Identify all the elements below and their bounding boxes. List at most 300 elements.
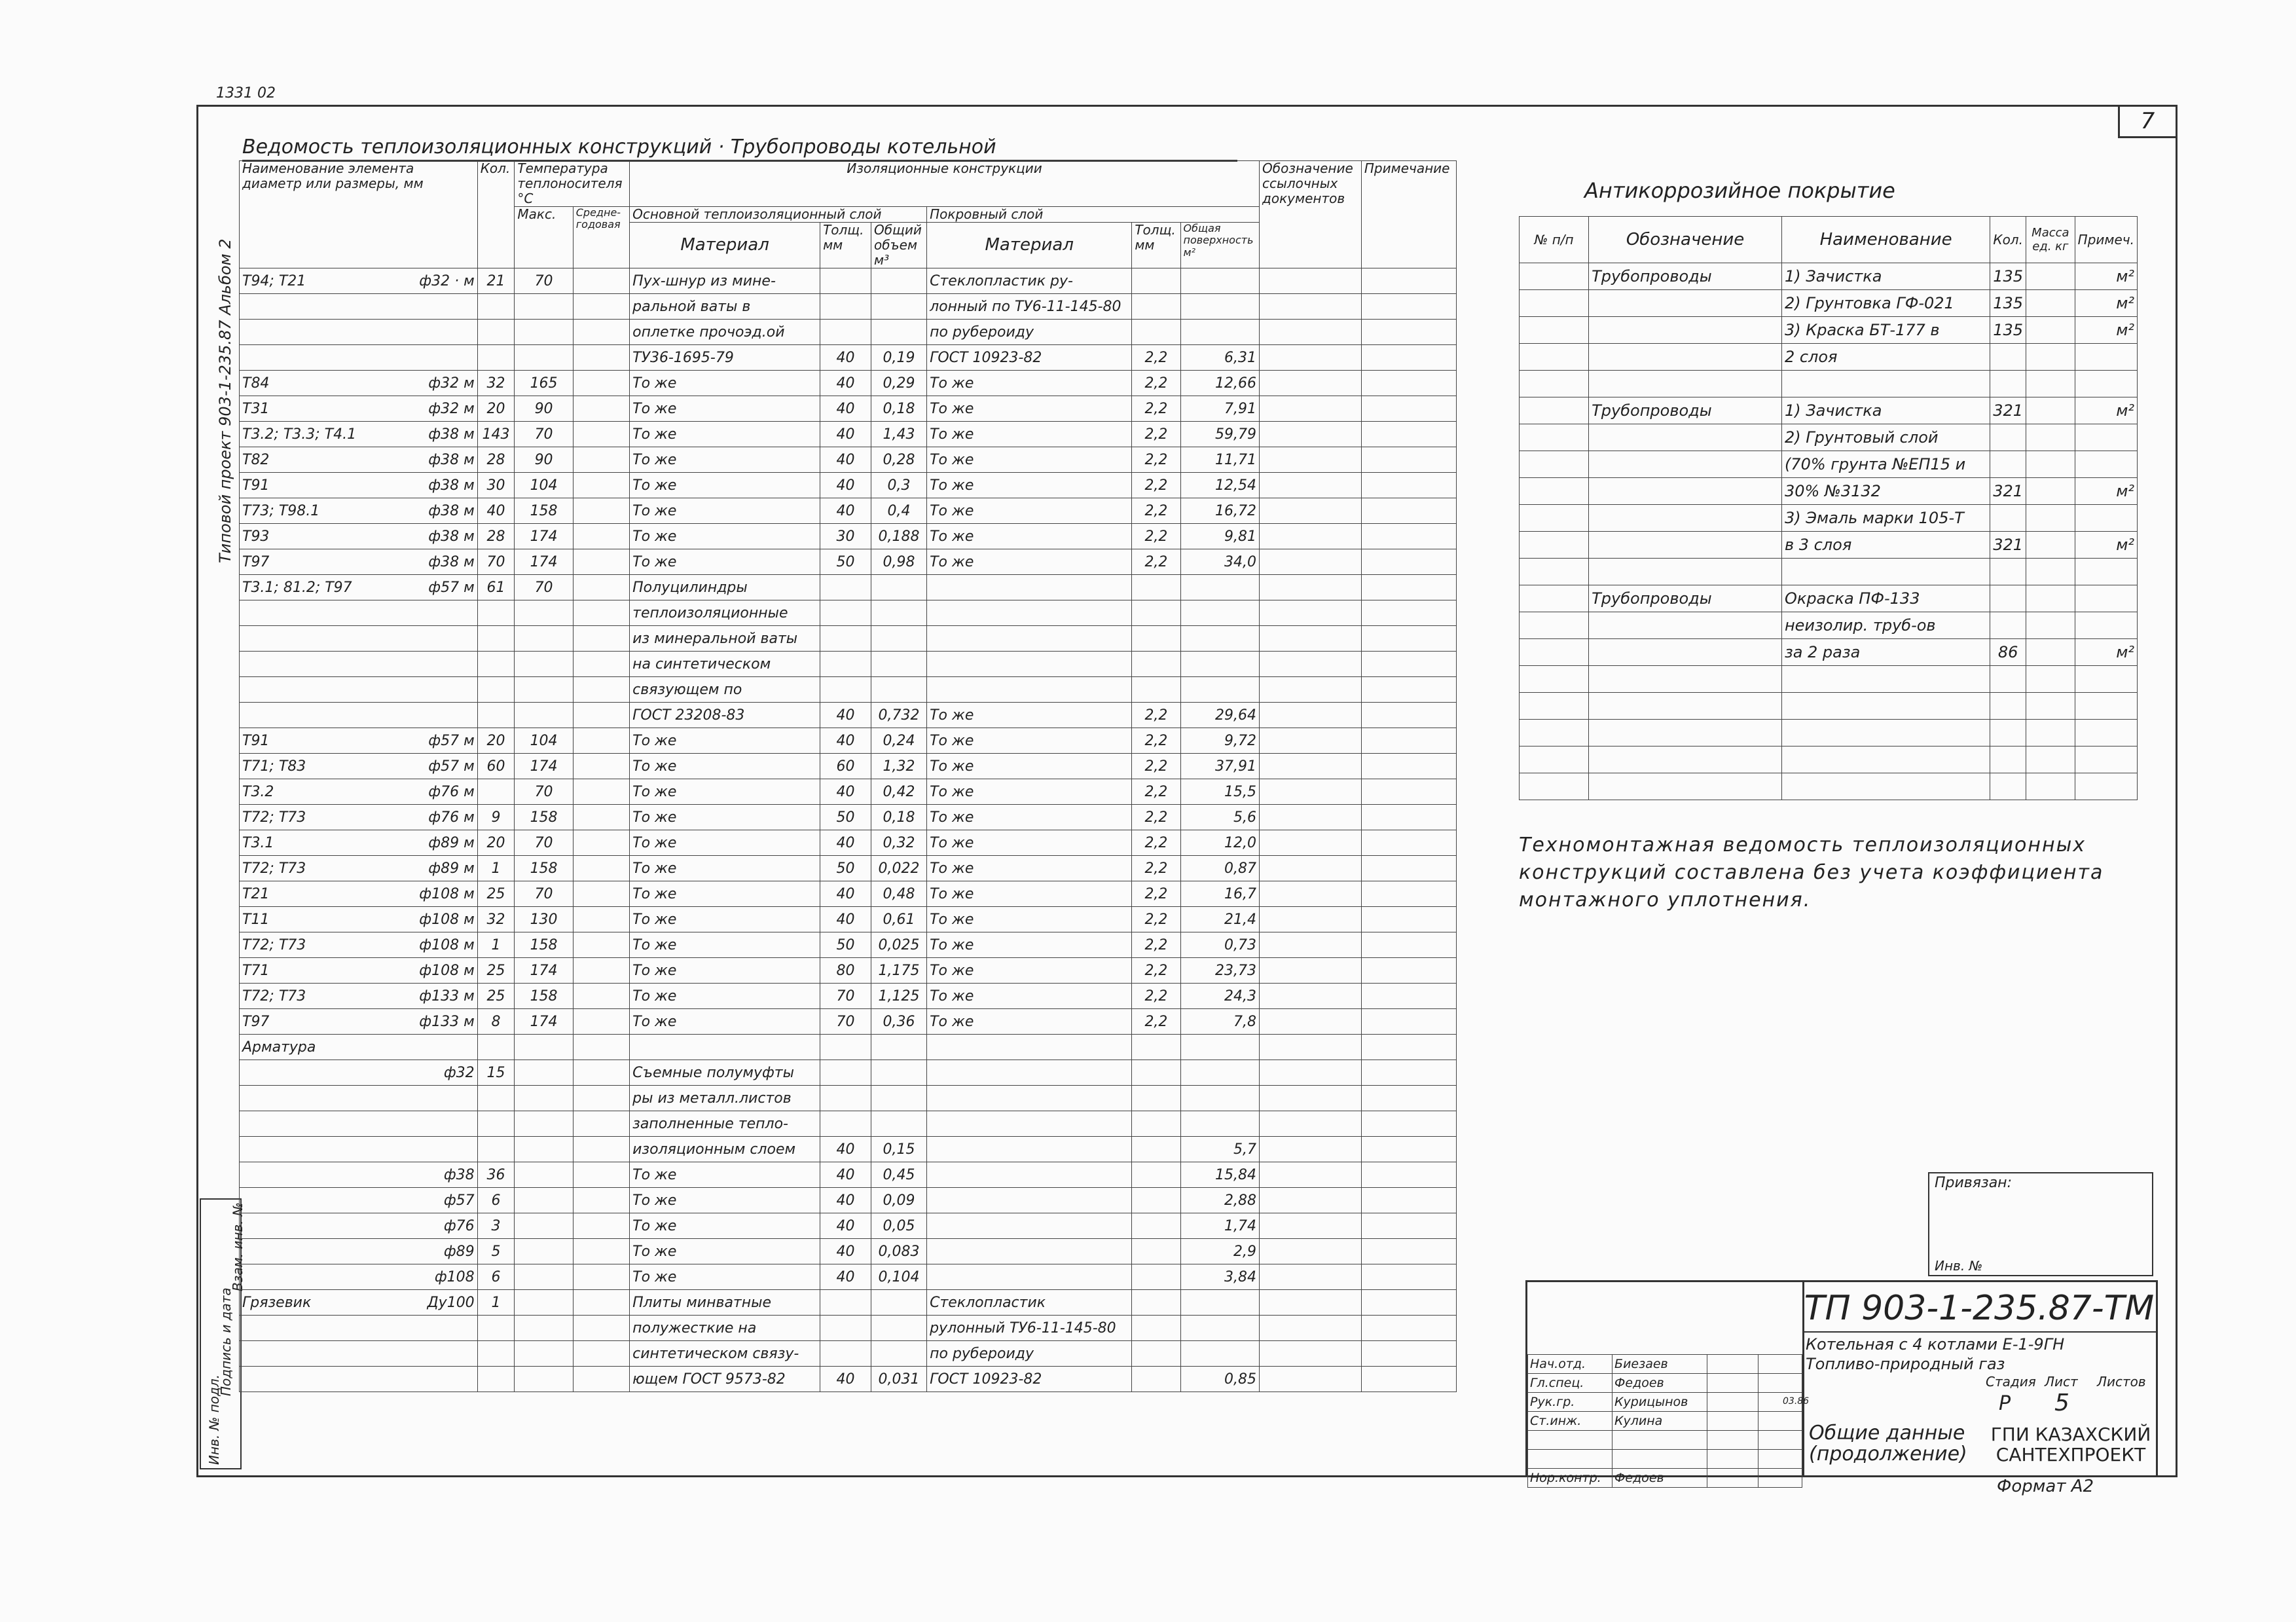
cell-surf: 9,81 xyxy=(1180,524,1259,549)
row-name xyxy=(240,805,478,830)
cell-ref xyxy=(1260,728,1362,754)
signer-role: Рук.гр. xyxy=(1528,1393,1613,1412)
cell-thk2: 2,2 xyxy=(1132,754,1180,779)
cell-tavg xyxy=(573,626,629,652)
cell-mat2: То же xyxy=(927,984,1132,1009)
cell-thk xyxy=(820,1060,871,1086)
cell-thk2: 2,2 xyxy=(1132,703,1180,728)
anti-cell-qty xyxy=(1990,693,2026,720)
cell-mat: То же xyxy=(630,473,820,498)
cell-qty: 60 xyxy=(477,754,515,779)
table-row xyxy=(240,447,1457,473)
cell-mat: Съемные полумуфты xyxy=(630,1060,820,1086)
row-name xyxy=(240,1086,478,1111)
table-row xyxy=(240,984,1457,1009)
table-row xyxy=(240,1341,1457,1367)
row-name xyxy=(240,677,478,703)
row-dim-text: ф32 · м xyxy=(419,272,475,289)
cell-vol: 0,61 xyxy=(871,907,926,932)
cell-thk: 40 xyxy=(820,371,871,396)
row-name-text: Т72; Т73 xyxy=(242,809,306,826)
cell-mat: теплоизоляционные xyxy=(630,600,820,626)
row-name-text: Т11 xyxy=(242,911,270,928)
row-name xyxy=(240,1111,478,1137)
cell-note xyxy=(1361,984,1456,1009)
row-dim-text: ф32 м xyxy=(428,400,475,417)
signer-row xyxy=(1528,1374,1802,1393)
cell-ref xyxy=(1260,779,1362,805)
anti-cell-des xyxy=(1589,666,1782,693)
cell-note xyxy=(1361,1009,1456,1035)
row-name xyxy=(240,1060,478,1086)
cell-tmax xyxy=(515,652,573,677)
cell-tmax: 70 xyxy=(515,575,573,600)
cell-mat2: То же xyxy=(927,932,1132,958)
cell-ref xyxy=(1260,1060,1362,1086)
cell-surf: 29,64 xyxy=(1180,703,1259,728)
sheets-label: Листов xyxy=(2097,1374,2146,1390)
cell-thk2: 2,2 xyxy=(1132,524,1180,549)
cell-qty: 28 xyxy=(477,524,515,549)
cell-qty: 15 xyxy=(477,1060,515,1086)
cell-note xyxy=(1361,1239,1456,1264)
cell-thk2: 2,2 xyxy=(1132,345,1180,371)
cell-qty xyxy=(477,779,515,805)
cell-tmax: 174 xyxy=(515,1009,573,1035)
anti-cell-des xyxy=(1589,559,1782,585)
cell-surf: 3,84 xyxy=(1180,1264,1259,1290)
row-dim-text: ф38 м xyxy=(428,426,475,443)
table-row xyxy=(240,268,1457,294)
anti-cell-note: м² xyxy=(2075,263,2137,290)
cell-thk xyxy=(820,626,871,652)
cell-ref xyxy=(1260,1111,1362,1137)
cell-thk: 40 xyxy=(820,830,871,856)
cell-tavg xyxy=(573,1341,629,1367)
cell-tavg xyxy=(573,549,629,575)
row-dim-text: ф89 xyxy=(443,1243,475,1260)
cell-mat2: То же xyxy=(927,396,1132,422)
anti-cell-mass xyxy=(2026,585,2075,612)
row-dim-text: ф108 м xyxy=(419,885,475,902)
row-dim-text: ф57 м xyxy=(428,579,475,596)
cell-mat: ТУ36-1695-79 xyxy=(630,345,820,371)
cell-ref xyxy=(1260,1341,1362,1367)
cell-surf: 2,9 xyxy=(1180,1239,1259,1264)
anti-cell-des xyxy=(1589,532,1782,559)
anti-cell-des xyxy=(1589,290,1782,317)
table-row xyxy=(240,626,1457,652)
cell-tavg xyxy=(573,1137,629,1162)
anti-row xyxy=(1520,773,2138,800)
stage-label: Стадия xyxy=(1986,1374,2036,1390)
cell-surf: 5,6 xyxy=(1180,805,1259,830)
cell-qty: 25 xyxy=(477,958,515,984)
col-main-layer: Основной теплоизоляционный слой xyxy=(630,207,927,223)
anti-row xyxy=(1520,693,2138,720)
anti-cell-name: Окраска ПФ-133 xyxy=(1781,585,1990,612)
cell-thk2: 2,2 xyxy=(1132,932,1180,958)
row-dim-text: ф38 м xyxy=(428,528,475,545)
anti-cell-des xyxy=(1589,693,1782,720)
anti-cell-no xyxy=(1520,505,1589,532)
row-name-text: Т91 xyxy=(242,477,270,494)
col-temp-header: Температура теплоносителя °С xyxy=(515,161,630,207)
cell-ref xyxy=(1260,805,1362,830)
cell-thk xyxy=(820,1086,871,1111)
cell-tavg xyxy=(573,396,629,422)
row-name xyxy=(240,600,478,626)
cell-qty xyxy=(477,1316,515,1341)
signature-block xyxy=(1527,1282,1804,1485)
row-name xyxy=(240,447,478,473)
cell-note xyxy=(1361,575,1456,600)
cell-surf xyxy=(1180,1316,1259,1341)
anti-cell-qty xyxy=(1990,666,2026,693)
cell-thk2 xyxy=(1132,1035,1180,1060)
cell-mat2: по рубероиду xyxy=(927,320,1132,345)
cell-surf xyxy=(1180,1035,1259,1060)
anti-cell-no xyxy=(1520,451,1589,478)
cell-thk2 xyxy=(1132,268,1180,294)
cell-mat2: лонный по ТУ6-11-145-80 xyxy=(927,294,1132,320)
cell-tavg xyxy=(573,1367,629,1392)
cell-mat: То же xyxy=(630,1213,820,1239)
cell-surf xyxy=(1180,1111,1259,1137)
col-temp-max: Макс. xyxy=(515,207,573,268)
cell-vol xyxy=(871,1316,926,1341)
format-label: Формат А2 xyxy=(1997,1477,2094,1496)
cell-mat: То же xyxy=(630,958,820,984)
cell-tmax xyxy=(515,1239,573,1264)
cell-ref xyxy=(1260,754,1362,779)
table-row xyxy=(240,473,1457,498)
cell-mat: ры из металл.листов xyxy=(630,1086,820,1111)
cell-vol xyxy=(871,652,926,677)
table-row xyxy=(240,1367,1457,1392)
anti-cell-name xyxy=(1781,559,1990,585)
cell-thk: 40 xyxy=(820,728,871,754)
cell-note xyxy=(1361,805,1456,830)
cell-surf xyxy=(1180,1086,1259,1111)
row-name xyxy=(240,1137,478,1162)
cell-qty xyxy=(477,652,515,677)
anti-cell-qty xyxy=(1990,585,2026,612)
table-row xyxy=(240,320,1457,345)
row-name xyxy=(240,1009,478,1035)
cell-tavg xyxy=(573,1316,629,1341)
cell-surf: 15,84 xyxy=(1180,1162,1259,1188)
cell-mat: То же xyxy=(630,524,820,549)
table-row xyxy=(240,345,1457,371)
anti-cell-qty xyxy=(1990,773,2026,800)
cell-vol xyxy=(871,575,926,600)
anti-cell-qty xyxy=(1990,371,2026,397)
cell-ref xyxy=(1260,345,1362,371)
cell-vol: 0,18 xyxy=(871,396,926,422)
cell-vol: 0,42 xyxy=(871,779,926,805)
cell-ref xyxy=(1260,1137,1362,1162)
anti-col-no: № п/п xyxy=(1520,217,1589,263)
table-row xyxy=(240,932,1457,958)
cell-tavg xyxy=(573,320,629,345)
row-name-text: Т91 xyxy=(242,732,270,749)
cell-thk: 40 xyxy=(820,1188,871,1213)
row-name xyxy=(240,345,478,371)
anti-row xyxy=(1520,317,2138,344)
anti-cell-mass xyxy=(2026,693,2075,720)
cell-tavg xyxy=(573,932,629,958)
cell-thk2: 2,2 xyxy=(1132,958,1180,984)
anti-cell-name: 1) Зачистка xyxy=(1781,397,1990,424)
cell-tmax: 104 xyxy=(515,728,573,754)
anti-cell-no xyxy=(1520,397,1589,424)
cell-thk: 40 xyxy=(820,473,871,498)
cell-thk2: 2,2 xyxy=(1132,396,1180,422)
cell-note xyxy=(1361,703,1456,728)
signer-sign xyxy=(1707,1393,1758,1412)
row-name xyxy=(240,856,478,881)
cell-surf: 16,7 xyxy=(1180,881,1259,907)
cell-tmax: 174 xyxy=(515,754,573,779)
cell-vol: 0,48 xyxy=(871,881,926,907)
row-name xyxy=(240,728,478,754)
sheet-label: Лист xyxy=(2045,1374,2078,1390)
anti-cell-note xyxy=(2075,371,2137,397)
table-row xyxy=(240,1060,1457,1086)
cell-tavg xyxy=(573,1213,629,1239)
insulation-table xyxy=(239,160,1457,1392)
row-name xyxy=(240,932,478,958)
cell-qty: 6 xyxy=(477,1188,515,1213)
cell-tavg xyxy=(573,1060,629,1086)
cell-tmax: 158 xyxy=(515,984,573,1009)
cell-mat2: То же xyxy=(927,498,1132,524)
cell-tavg xyxy=(573,268,629,294)
cell-thk2: 2,2 xyxy=(1132,473,1180,498)
cell-tmax: 174 xyxy=(515,524,573,549)
col-temp-avg: Средне-годовая xyxy=(573,207,629,268)
anti-cell-no xyxy=(1520,639,1589,666)
table-row xyxy=(240,1213,1457,1239)
cell-tavg xyxy=(573,830,629,856)
table-row xyxy=(240,422,1457,447)
cell-thk xyxy=(820,575,871,600)
table-row xyxy=(240,524,1457,549)
table-row xyxy=(240,294,1457,320)
row-name xyxy=(240,984,478,1009)
cell-thk: 50 xyxy=(820,856,871,881)
cell-qty xyxy=(477,626,515,652)
row-name-text: Т72; Т73 xyxy=(242,936,306,953)
cell-vol: 0,45 xyxy=(871,1162,926,1188)
cell-thk2: 2,2 xyxy=(1132,498,1180,524)
cell-vol: 0,031 xyxy=(871,1367,926,1392)
project-desc-line2: Топливо-природный газ xyxy=(1806,1355,2005,1373)
cell-thk xyxy=(820,677,871,703)
cell-thk: 50 xyxy=(820,549,871,575)
cell-surf: 1,74 xyxy=(1180,1213,1259,1239)
cell-tmax xyxy=(515,1086,573,1111)
signer-name xyxy=(1613,1450,1707,1469)
row-dim-text: ф133 м xyxy=(419,987,475,1005)
cell-mat2: То же xyxy=(927,703,1132,728)
cell-mat: То же xyxy=(630,907,820,932)
signer-date xyxy=(1758,1374,1802,1393)
signer-role: Ст.инж. xyxy=(1528,1412,1613,1431)
anti-cell-des xyxy=(1589,371,1782,397)
cell-mat: То же xyxy=(630,422,820,447)
anti-cell-des xyxy=(1589,773,1782,800)
cell-mat2: Стеклопластик ру- xyxy=(927,268,1132,294)
cell-qty: 5 xyxy=(477,1239,515,1264)
cell-surf xyxy=(1180,626,1259,652)
cell-mat: То же xyxy=(630,881,820,907)
cell-tmax: 104 xyxy=(515,473,573,498)
cell-tmax xyxy=(515,1341,573,1367)
cell-vol xyxy=(871,1111,926,1137)
cell-thk: 40 xyxy=(820,1239,871,1264)
anti-cell-note xyxy=(2075,773,2137,800)
cell-tavg xyxy=(573,677,629,703)
cell-surf: 11,71 xyxy=(1180,447,1259,473)
row-name xyxy=(240,1035,478,1060)
anti-cell-des xyxy=(1589,344,1782,371)
cell-ref xyxy=(1260,268,1362,294)
cell-tavg xyxy=(573,1188,629,1213)
cell-note xyxy=(1361,1316,1456,1341)
anti-cell-qty xyxy=(1990,505,2026,532)
cell-mat: ральной ваты в xyxy=(630,294,820,320)
row-name xyxy=(240,473,478,498)
cell-surf: 9,72 xyxy=(1180,728,1259,754)
cell-tavg xyxy=(573,1035,629,1060)
cell-thk: 40 xyxy=(820,703,871,728)
cell-surf xyxy=(1180,652,1259,677)
row-name xyxy=(240,396,478,422)
cell-qty xyxy=(477,294,515,320)
cell-qty xyxy=(477,1137,515,1162)
cell-qty: 20 xyxy=(477,830,515,856)
row-dim-text: Ду100 xyxy=(427,1294,475,1311)
cell-surf: 0,85 xyxy=(1180,1367,1259,1392)
cell-mat2: То же xyxy=(927,422,1132,447)
row-name-text: Т82 xyxy=(242,451,270,468)
row-name xyxy=(240,754,478,779)
cell-mat2 xyxy=(927,1035,1132,1060)
cell-thk2 xyxy=(1132,677,1180,703)
anti-cell-des: Трубопроводы xyxy=(1589,263,1782,290)
cell-thk: 50 xyxy=(820,805,871,830)
cell-tmax xyxy=(515,1213,573,1239)
col-material: Материал xyxy=(630,223,820,268)
row-name xyxy=(240,1213,478,1239)
cell-vol xyxy=(871,677,926,703)
anti-cell-qty: 135 xyxy=(1990,317,2026,344)
cell-ref xyxy=(1260,652,1362,677)
cell-mat: полужесткие на xyxy=(630,1316,820,1341)
cell-surf: 7,8 xyxy=(1180,1009,1259,1035)
anti-row xyxy=(1520,532,2138,559)
cell-note xyxy=(1361,728,1456,754)
row-name-text: Т3.1; 81.2; Т97 xyxy=(242,579,352,596)
cell-mat2 xyxy=(927,626,1132,652)
anti-cell-no xyxy=(1520,532,1589,559)
cell-mat2: ГОСТ 10923-82 xyxy=(927,1367,1132,1392)
anti-cell-no xyxy=(1520,478,1589,505)
cell-note xyxy=(1361,320,1456,345)
row-name xyxy=(240,498,478,524)
anti-cell-name: 3) Краска БТ-177 в xyxy=(1781,317,1990,344)
anti-cell-mass xyxy=(2026,263,2075,290)
cell-thk xyxy=(820,294,871,320)
row-name-text: Т84 xyxy=(242,375,270,392)
row-dim-text: ф108 м xyxy=(419,911,475,928)
table-row xyxy=(240,703,1457,728)
row-name-text: Грязевик xyxy=(242,1294,312,1311)
cell-qty xyxy=(477,1341,515,1367)
cell-tavg xyxy=(573,728,629,754)
cell-tmax: 90 xyxy=(515,396,573,422)
cell-mat2: То же xyxy=(927,524,1132,549)
anti-row xyxy=(1520,505,2138,532)
cell-qty xyxy=(477,677,515,703)
row-name xyxy=(240,294,478,320)
cell-tmax xyxy=(515,600,573,626)
cell-ref xyxy=(1260,1290,1362,1316)
cell-ref xyxy=(1260,1213,1362,1239)
cell-mat2: То же xyxy=(927,805,1132,830)
cell-ref xyxy=(1260,498,1362,524)
signer-row xyxy=(1528,1431,1802,1450)
anti-row xyxy=(1520,397,2138,424)
cell-ref xyxy=(1260,932,1362,958)
cell-tavg xyxy=(573,856,629,881)
cell-ref xyxy=(1260,524,1362,549)
table-row xyxy=(240,1290,1457,1316)
cell-surf xyxy=(1180,268,1259,294)
cell-note xyxy=(1361,600,1456,626)
signer-date xyxy=(1758,1355,1802,1374)
signer-name: Биезаев xyxy=(1613,1355,1707,1374)
anti-cell-mass xyxy=(2026,720,2075,746)
cell-surf: 0,87 xyxy=(1180,856,1259,881)
cell-thk2 xyxy=(1132,1290,1180,1316)
cell-qty: 8 xyxy=(477,1009,515,1035)
anti-cell-mass xyxy=(2026,639,2075,666)
anti-cell-note xyxy=(2075,505,2137,532)
cell-note xyxy=(1361,473,1456,498)
cell-thk2 xyxy=(1132,1162,1180,1188)
cell-qty xyxy=(477,320,515,345)
cell-tmax xyxy=(515,1137,573,1162)
cell-surf xyxy=(1180,1290,1259,1316)
table-row xyxy=(240,1188,1457,1213)
cell-note xyxy=(1361,1188,1456,1213)
row-name xyxy=(240,1316,478,1341)
table-row xyxy=(240,1316,1457,1341)
cell-qty: 3 xyxy=(477,1213,515,1239)
anti-cell-qty xyxy=(1990,424,2026,451)
cell-ref xyxy=(1260,626,1362,652)
row-name xyxy=(240,1239,478,1264)
cell-vol: 1,125 xyxy=(871,984,926,1009)
cell-thk: 40 xyxy=(820,422,871,447)
cell-mat: То же xyxy=(630,856,820,881)
anti-cell-note xyxy=(2075,559,2137,585)
anti-cell-no xyxy=(1520,585,1589,612)
row-name-text: Т97 xyxy=(242,553,270,570)
